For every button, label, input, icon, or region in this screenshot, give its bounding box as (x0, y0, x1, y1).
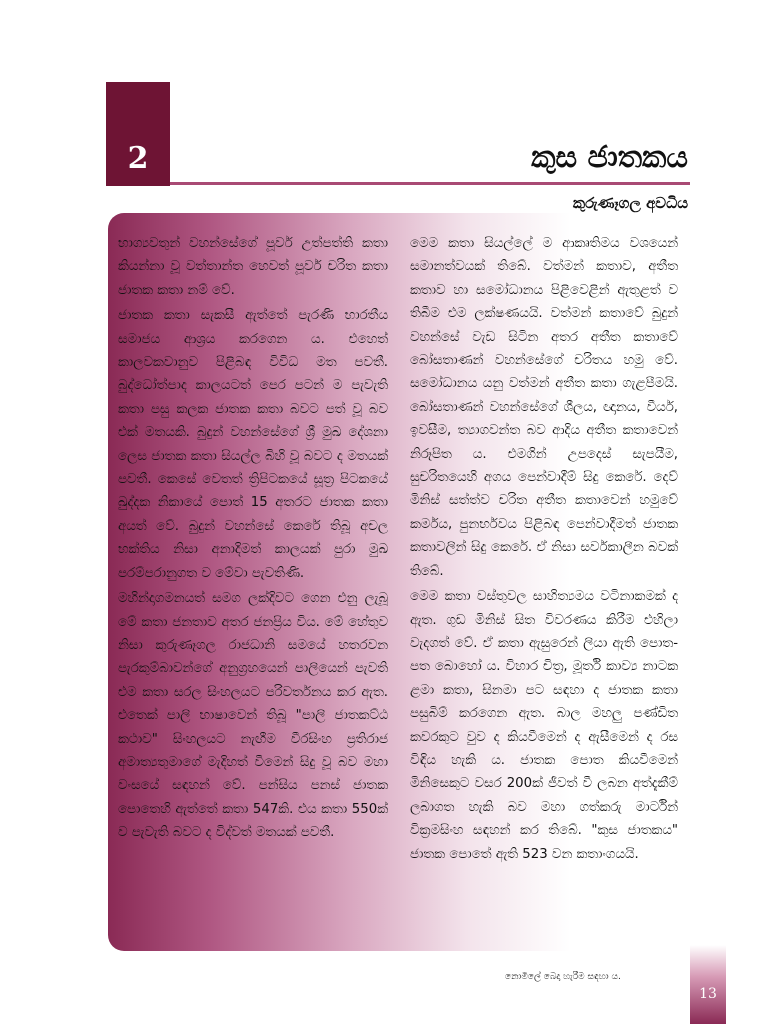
paragraph: මෙම කතා වස්තුවල සාහිත්‍යමය වටිනාකමක් ද ඇත. ගුඩ මිනිස් සිත විවරණය කිරීම එහිලා වැදගත් වේ. ඒ කතා ඇසුරෙන් ලියා ඇති පොත-පත බොහෝ ය. විහාර චිත්‍ර, මූර්ති කාව්‍ය නාටක ළමා කතා, සිනමා පට සඳහා ද ජාතක කතා පසුබිම් කරගෙන ඇත. බාල මහලු පණ්ඩිත කවරකුට වුව ද කියවීමෙන් ද ඇසීමෙන් ද රස විඳිය හැකි ය. ජාතක පොත කියවීමෙන් මිනිසෙකුට වසර 200ක් ජීවත් වී ලබන අත්දැකීම් ලබාගත හැකි බව මහා ගත්කරු මාර්ටින් වික්‍රමසිංහ සඳහන් කර තිබේ. "කුස ජාතකය" ජාතක පොතේ ඇති 523 වන කතාංගයයි. (410, 589, 678, 862)
paragraph: ජාතක කතා සැකසී ඇත්තේ පැරණි භාරතීය සමාජය ආශ්‍රය කරගෙන ය. එහෙත් කාලවකවානුව පිළිබඳ විවිධ මත පවතී. බුද්ධෝත්පාද කාලයටත් පෙර පටන් ම පැවැති කතා පසු කලක ජාතක කතා බවට පත් වූ බව එක් මතයකි. බුදුන් වහන්සේගේ ශ්‍රී මුඛ දේශනා ලෙස ජාතක කතා සියල්ල බිහි වූ බවට ද මතයක් පවතී. කෙසේ වෙතත් ත්‍රිපිටකයේ සූත්‍ර පිටකයේ ඛුද්දක නිකායේ පොත් 15 අතරට ජාතක කතා අයත් වේ. බුදුන් වහන්සේ කෙරේ තිබූ අචල භක්තිය නිසා අනාදිමත් කාලයක් පුරා මුඛ පරම්පරානුගත ව මේවා පැවතිණි. (118, 308, 388, 581)
left-column (118, 232, 388, 845)
paragraph: මෙම කතා සියල්ලේ ම ආකෘතිමය වශයෙන් සමානත්වයක් තිබේ. වත්මන් කතාව, අතීත කතාව හා සමෝධානය පිළිවෙළින් ඇතුළත් ව තිබීම එම ලක්ෂණයයි. වත්මන් කතාවේ බුදුන් වහන්සේ වැඩ සිටින අතර අතීත කතාවේ බෝසතාණන් වහන්සේගේ චරිතය හමු වේ. සමෝධානය යනු වත්මන් අතීත කතා ගැළපීමයි. බෝසතාණන් වහන්සේගේ ශීලය, ඥානය, වීර්ය, ඉවසීම, ත්‍යාගවන්ත බව ආදිය අතීත කතාවෙන් නිරූපිත ය. එමගින් උපදෙස් සැපයීම, සුචරිතයෙහි අගය පෙන්වාදීම් සිදු කෙරේ. දෙව් මිනිස් සත්ත්ව චරිත අතීත කතාවෙන් හමුවේ කර්මය, පුනර්භවය පිළිබඳ පෙන්වාදීමත් ජාතක කතාවලින් සිදු කෙරේ. ඒ නිසා සර්වකාලීන බවක් තිබේ. (410, 236, 678, 579)
paragraph: භාග්‍යවතුන් වහන්සේගේ පූර්ව උත්පත්ති කතා කියන්නා වූ වත්තාන්ත හෙවත් පූර්ව චරිත කතා ජාතක කතා නම් වේ. (118, 236, 388, 298)
title-divider (170, 182, 690, 185)
chapter-number: 2 (106, 82, 170, 186)
page-number: 13 (699, 986, 717, 1002)
period-subtitle: කුරුණෑගල අවධිය (572, 194, 688, 212)
page-title: කුස ජාතකය (531, 140, 688, 175)
page-tab (690, 945, 726, 1024)
paragraph: මහින්දාගමනයත් සමග ලක්දිවට ගෙන එනු ලැබූ මේ කතා ජනතාව අතර ජනප්‍රිය විය. මේ හේතුව නිසා කුරුණෑගල රාජධානි සමයේ හතරවන පැරකුම්බාවන්ගේ අනුග්‍රහයෙන් පාලියෙන් පැවති එම කතා සරල සිංහලයට පරිවර්තනය කර ඇත. එතෙක් පාලි භාෂාවෙන් තිබූ "පාලි ජාතකට්ඨ කථාව" සිංහලයට නැඟීම වීරසිංහ ප්‍රතිරාජ අමාත්‍යතුමාගේ මැදිහත් වීමෙන් සිදු වූ බව මහා වංසයේ සඳහන් වේ. පන්සිය පනස් ජාතක පොතෙහි ඇත්තේ කතා 547කි. එය කතා 550ක් ව පැවැති බවට ද විද්වත් මතයක් පවතී. (118, 591, 388, 841)
footer-note: නොමිලේ බෙදා හැරීම සඳහා ය. (505, 972, 621, 982)
right-column (410, 232, 678, 866)
